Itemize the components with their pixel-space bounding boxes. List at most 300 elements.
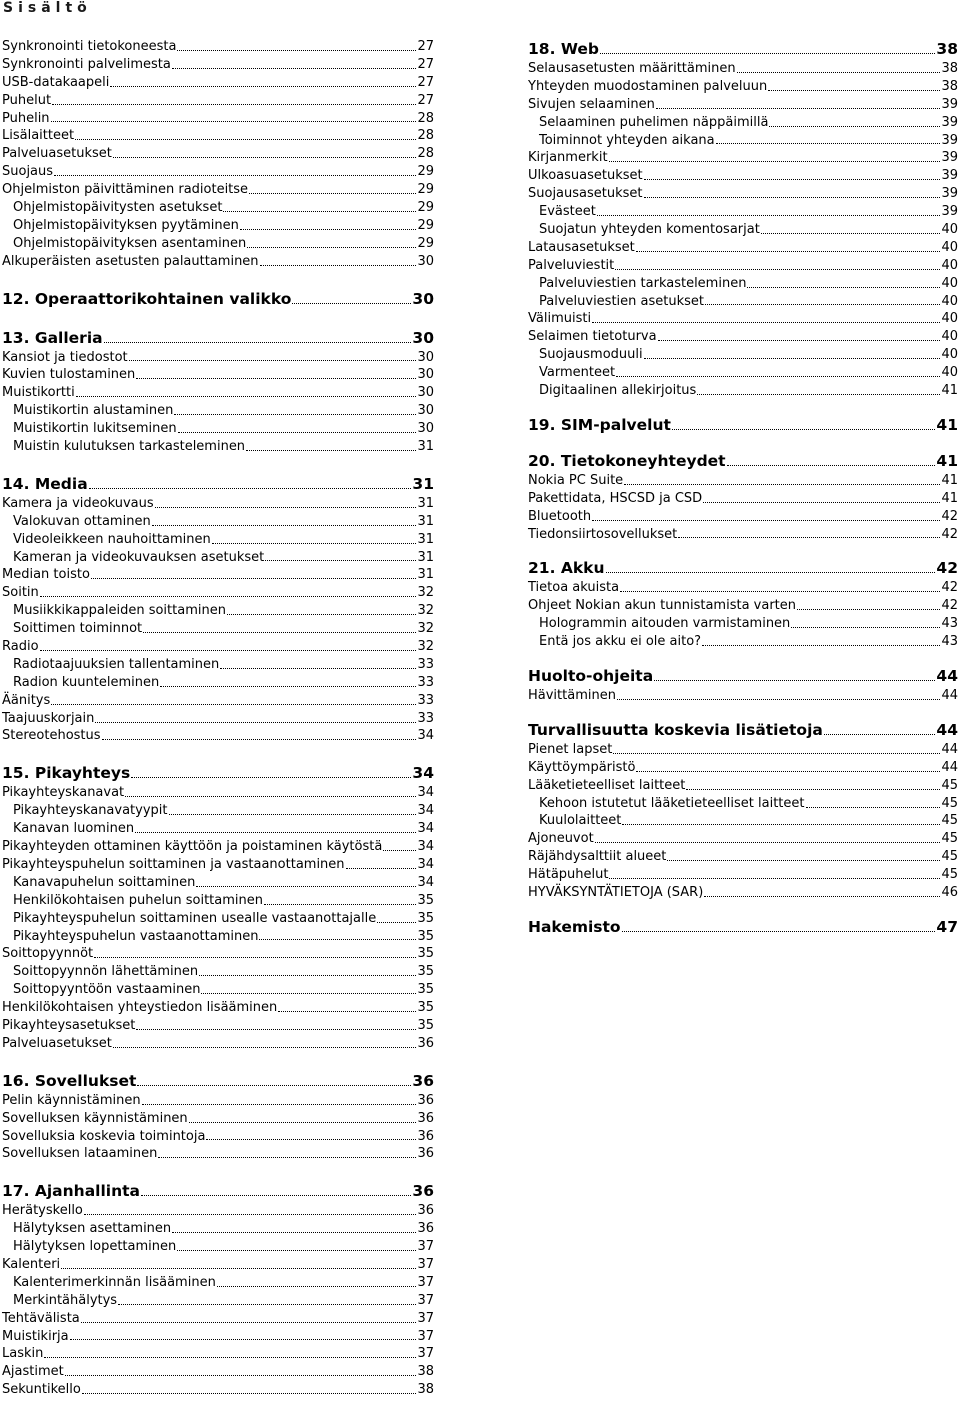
toc-page-number: 41 bbox=[941, 490, 958, 506]
toc-entry-title: Kuvien tulostaminen bbox=[2, 367, 136, 383]
toc-page-number: 42 bbox=[941, 598, 958, 614]
spacer bbox=[2, 271, 434, 288]
toc-entry[interactable] bbox=[2, 638, 434, 656]
toc-chapter-heading[interactable] bbox=[528, 665, 958, 687]
toc-chapter-heading[interactable] bbox=[2, 1070, 434, 1092]
toc-entry[interactable] bbox=[528, 310, 958, 328]
toc-chapter-heading[interactable] bbox=[2, 1180, 434, 1202]
toc-entry[interactable] bbox=[2, 1274, 434, 1292]
toc-entry-title: Pikayhteyspuhelun vastaanottaminen bbox=[13, 928, 259, 944]
toc-entry-title: Välimuisti bbox=[528, 311, 592, 327]
toc-entry-title: Lääketieteelliset laitteet bbox=[528, 777, 686, 793]
toc-entry[interactable] bbox=[2, 181, 434, 199]
toc-entry[interactable] bbox=[2, 928, 434, 946]
dot-leader bbox=[118, 1304, 416, 1305]
toc-entry-title: Musiikkikappaleiden soittaminen bbox=[13, 603, 226, 619]
toc-page-number: 34 bbox=[417, 785, 434, 801]
toc-entry-title: Laskin bbox=[2, 1346, 44, 1362]
toc-entry-title: Soittopyynnön lähettäminen bbox=[13, 964, 199, 980]
toc-entry-title: Suojatun yhteyden komentosarjat bbox=[539, 222, 760, 237]
dot-leader bbox=[196, 886, 416, 887]
toc-page-number: 45 bbox=[941, 849, 958, 865]
toc-chapter-heading[interactable] bbox=[528, 38, 958, 60]
toc-entry[interactable] bbox=[2, 531, 434, 549]
toc-entry[interactable] bbox=[2, 838, 434, 856]
dot-leader bbox=[52, 104, 416, 105]
toc-entry-title: Ohjelmistopäivitysten asetukset bbox=[13, 200, 223, 215]
dot-leader bbox=[644, 179, 941, 180]
toc-entry[interactable] bbox=[528, 185, 958, 203]
dot-leader bbox=[172, 1232, 416, 1233]
toc-entry[interactable] bbox=[528, 328, 958, 346]
toc-entry[interactable] bbox=[528, 687, 958, 705]
toc-entry[interactable] bbox=[2, 110, 434, 128]
dot-leader bbox=[616, 376, 940, 377]
toc-entry[interactable] bbox=[2, 945, 434, 963]
toc-page-number: 33 bbox=[417, 674, 434, 690]
toc-page-number: 31 bbox=[417, 495, 434, 511]
toc-entry-title: Ohjelmistopäivityksen asentaminen bbox=[13, 235, 247, 251]
toc-page-number: 40 bbox=[941, 347, 958, 363]
dot-leader bbox=[622, 931, 936, 932]
toc-chapter-heading[interactable] bbox=[528, 916, 958, 938]
toc-entry[interactable] bbox=[2, 349, 434, 367]
toc-entry-title: Puhelin bbox=[2, 110, 50, 126]
toc-entry[interactable] bbox=[528, 490, 958, 508]
toc-entry[interactable] bbox=[528, 741, 958, 759]
toc-entry[interactable] bbox=[528, 149, 958, 167]
toc-entry[interactable] bbox=[2, 1145, 434, 1163]
toc-entry-title: 20. Tietokoneyhteydet bbox=[528, 451, 726, 470]
toc-entry-title: Kuulolaitteet bbox=[539, 813, 622, 829]
toc-page-number: 35 bbox=[417, 982, 434, 998]
toc-entry[interactable] bbox=[2, 366, 434, 384]
toc-entry[interactable] bbox=[2, 1238, 434, 1256]
toc-page-number: 40 bbox=[941, 257, 958, 273]
toc-entry[interactable] bbox=[528, 382, 958, 400]
toc-entry[interactable] bbox=[2, 384, 434, 402]
toc-page-number: 42 bbox=[941, 508, 958, 524]
toc-entry[interactable] bbox=[528, 221, 958, 239]
toc-page-number: 34 bbox=[417, 803, 434, 819]
toc-entry[interactable] bbox=[528, 848, 958, 866]
toc-chapter-heading[interactable] bbox=[528, 557, 958, 579]
spacer bbox=[528, 705, 958, 719]
toc-entry-title: 18. Web bbox=[528, 40, 600, 58]
toc-entry[interactable] bbox=[2, 74, 434, 92]
toc-entry-title: Sivujen selaaminen bbox=[528, 96, 655, 112]
dot-leader bbox=[174, 414, 416, 415]
toc-page-number: 28 bbox=[417, 128, 434, 144]
dot-leader bbox=[91, 578, 417, 579]
toc-entry[interactable] bbox=[2, 566, 434, 584]
dot-leader bbox=[201, 993, 416, 994]
toc-entry-title: Pikayhteyspuhelun soittaminen usealle vastaanottajalle bbox=[13, 910, 377, 926]
toc-page-number: 40 bbox=[941, 222, 958, 237]
dot-leader bbox=[624, 484, 940, 485]
dot-leader bbox=[44, 1357, 416, 1358]
toc-entry[interactable] bbox=[2, 253, 434, 271]
toc-entry-title: Ohjelmistopäivityksen pyytäminen bbox=[13, 217, 239, 233]
toc-page-number: 36 bbox=[417, 1221, 434, 1237]
toc-page-number: 40 bbox=[941, 275, 958, 291]
dot-leader bbox=[172, 68, 417, 69]
dot-leader bbox=[142, 1104, 417, 1105]
toc-entry[interactable] bbox=[528, 257, 958, 275]
toc-entry[interactable] bbox=[528, 633, 958, 651]
toc-entry[interactable] bbox=[528, 364, 958, 382]
dot-leader bbox=[169, 814, 417, 815]
toc-page-number: 37 bbox=[417, 1239, 434, 1255]
toc-entry-title: Hälytyksen asettaminen bbox=[13, 1221, 172, 1237]
toc-entry-title: Hälytyksen lopettaminen bbox=[13, 1239, 177, 1255]
toc-entry-title: Huolto-ohjeita bbox=[528, 667, 654, 686]
toc-entry[interactable] bbox=[2, 1345, 434, 1363]
toc-entry[interactable] bbox=[2, 199, 434, 217]
dot-leader bbox=[383, 850, 416, 851]
toc-entry[interactable] bbox=[2, 856, 434, 874]
toc-entry[interactable] bbox=[2, 549, 434, 567]
toc-right-column bbox=[528, 38, 958, 938]
toc-entry-title: Palveluviestien asetukset bbox=[539, 293, 705, 309]
toc-page-number: 29 bbox=[417, 217, 434, 233]
dot-leader bbox=[797, 609, 940, 610]
toc-page-number: 41 bbox=[941, 383, 958, 399]
toc-entry-title: Entä jos akku ei ole aito? bbox=[539, 634, 702, 650]
spacer bbox=[528, 902, 958, 916]
dot-leader bbox=[81, 1322, 417, 1323]
toc-page-number: 45 bbox=[941, 795, 958, 811]
toc-entry-title: Radio bbox=[2, 639, 39, 655]
toc-entry[interactable] bbox=[2, 874, 434, 892]
toc-page-number: 44 bbox=[941, 688, 958, 704]
dot-leader bbox=[137, 1085, 411, 1086]
toc-entry[interactable] bbox=[528, 615, 958, 633]
toc-entry[interactable] bbox=[528, 78, 958, 96]
dot-leader bbox=[761, 233, 941, 234]
dot-leader bbox=[292, 303, 411, 304]
toc-chapter-heading[interactable] bbox=[2, 762, 434, 784]
toc-entry[interactable] bbox=[528, 114, 958, 132]
toc-entry-title: Henkilökohtaisen yhteystiedon lisääminen bbox=[2, 1000, 278, 1016]
dot-leader bbox=[131, 777, 411, 778]
toc-page-number: 40 bbox=[941, 293, 958, 309]
dot-leader bbox=[220, 668, 416, 669]
dot-leader bbox=[136, 378, 416, 379]
toc-entry[interactable] bbox=[528, 60, 958, 78]
toc-entry-title: Kirjanmerkit bbox=[528, 150, 608, 166]
toc-entry[interactable] bbox=[2, 584, 434, 602]
toc-entry[interactable] bbox=[528, 759, 958, 777]
toc-entry[interactable] bbox=[2, 692, 434, 710]
toc-page-number: 36 bbox=[417, 1035, 434, 1051]
dot-leader bbox=[152, 525, 417, 526]
dot-leader bbox=[644, 358, 941, 359]
toc-entry-title: Sovelluksia koskevia toimintoja bbox=[2, 1128, 206, 1144]
toc-entry-title: 17. Ajanhallinta bbox=[2, 1182, 140, 1201]
toc-entry[interactable] bbox=[528, 526, 958, 544]
toc-entry[interactable] bbox=[2, 802, 434, 820]
toc-page-number: 32 bbox=[417, 603, 434, 619]
dot-leader bbox=[636, 771, 940, 772]
toc-entry-title: Muistikortin lukitseminen bbox=[13, 421, 177, 437]
toc-entry[interactable] bbox=[528, 293, 958, 311]
toc-page-number: 34 bbox=[417, 839, 434, 855]
dot-leader bbox=[747, 287, 940, 288]
toc-page-number: 29 bbox=[417, 164, 434, 180]
toc-entry-title: Synkronointi tietokoneesta bbox=[2, 38, 177, 54]
toc-page-number: 36 bbox=[417, 1203, 434, 1219]
toc-page-number: 41 bbox=[936, 415, 958, 434]
dot-leader bbox=[260, 265, 417, 266]
toc-entry-title: Muistikortin alustaminen bbox=[13, 403, 174, 419]
toc-entry[interactable] bbox=[528, 132, 958, 150]
toc-entry-title: Selaimen tietoturva bbox=[528, 329, 657, 345]
toc-page-number: 42 bbox=[941, 580, 958, 596]
toc-page-number: 45 bbox=[941, 777, 958, 793]
toc-page-number: 32 bbox=[417, 621, 434, 637]
toc-entry-title: Pikayhteyden ottaminen käyttöön ja poistaminen käytöstä bbox=[2, 839, 383, 855]
toc-chapter-heading[interactable] bbox=[2, 327, 434, 349]
toc-entry[interactable] bbox=[2, 1381, 434, 1399]
toc-entry-title: Ulkoasuasetukset bbox=[528, 168, 643, 184]
dot-leader bbox=[82, 1393, 417, 1394]
toc-entry-title: Yhteyden muodostaminen palveluun bbox=[528, 78, 768, 94]
toc-entry[interactable] bbox=[2, 981, 434, 999]
dot-leader bbox=[155, 507, 417, 508]
toc-entry-title: Kanavan luominen bbox=[13, 821, 135, 837]
toc-entry-title: Suojaus bbox=[2, 164, 54, 180]
dot-leader bbox=[65, 1375, 417, 1376]
toc-entry[interactable] bbox=[2, 820, 434, 838]
toc-page-number: 44 bbox=[941, 741, 958, 757]
toc-entry-title: Muistin kulutuksen tarkasteleminen bbox=[13, 439, 246, 455]
dot-leader bbox=[113, 1047, 417, 1048]
toc-entry-title: Turvallisuutta koskevia lisätietoja bbox=[528, 720, 823, 739]
dot-leader bbox=[622, 824, 940, 825]
toc-entry[interactable] bbox=[2, 602, 434, 620]
toc-page-number: 34 bbox=[417, 856, 434, 872]
dot-leader bbox=[54, 175, 416, 176]
toc-entry[interactable] bbox=[528, 346, 958, 364]
toc-entry[interactable] bbox=[528, 597, 958, 615]
dot-leader bbox=[654, 680, 935, 681]
toc-entry[interactable] bbox=[528, 813, 958, 831]
toc-entry[interactable] bbox=[2, 892, 434, 910]
spacer bbox=[528, 436, 958, 450]
toc-chapter-heading[interactable] bbox=[528, 719, 958, 741]
toc-entry-title: Kansiot ja tiedostot bbox=[2, 349, 128, 365]
dot-leader bbox=[40, 596, 417, 597]
toc-entry-title: Valokuvan ottaminen bbox=[13, 513, 151, 529]
toc-page-number: 34 bbox=[412, 764, 434, 783]
toc-chapter-heading[interactable] bbox=[528, 450, 958, 472]
toc-page-number: 31 bbox=[412, 474, 434, 493]
toc-entry[interactable] bbox=[528, 96, 958, 114]
toc-page-number: 39 bbox=[941, 114, 958, 130]
toc-page-number: 39 bbox=[941, 132, 958, 148]
toc-entry-title: Soittopyyntöön vastaaminen bbox=[13, 982, 201, 998]
toc-entry-title: Selausasetusten määrittäminen bbox=[528, 60, 736, 76]
toc-entry[interactable] bbox=[2, 1110, 434, 1128]
toc-entry[interactable] bbox=[528, 167, 958, 185]
toc-entry[interactable] bbox=[2, 495, 434, 513]
toc-entry[interactable] bbox=[2, 438, 434, 456]
toc-page-number: 35 bbox=[417, 946, 434, 962]
toc-entry[interactable] bbox=[528, 830, 958, 848]
dot-leader bbox=[160, 686, 416, 687]
toc-page-number: 31 bbox=[417, 549, 434, 565]
toc-entry[interactable] bbox=[2, 728, 434, 746]
dot-leader bbox=[110, 86, 416, 87]
toc-page-number: 40 bbox=[941, 365, 958, 381]
dot-leader bbox=[278, 1011, 416, 1012]
spacer bbox=[2, 456, 434, 473]
dot-leader bbox=[259, 939, 416, 940]
toc-entry[interactable] bbox=[2, 1328, 434, 1346]
toc-chapter-heading[interactable] bbox=[528, 414, 958, 436]
toc-page-number: 40 bbox=[941, 311, 958, 327]
toc-entry[interactable] bbox=[2, 784, 434, 802]
dot-leader bbox=[136, 1029, 416, 1030]
toc-entry[interactable] bbox=[2, 1310, 434, 1328]
toc-entry[interactable] bbox=[2, 56, 434, 74]
toc-page-number: 35 bbox=[417, 1000, 434, 1016]
toc-entry[interactable] bbox=[2, 674, 434, 692]
toc-entry[interactable] bbox=[2, 235, 434, 253]
toc-entry[interactable] bbox=[2, 1128, 434, 1146]
toc-entry[interactable] bbox=[2, 999, 434, 1017]
toc-entry[interactable] bbox=[528, 239, 958, 257]
dot-leader bbox=[104, 342, 412, 343]
toc-page-number: 38 bbox=[417, 1364, 434, 1380]
toc-page-number: 33 bbox=[417, 692, 434, 708]
toc-entry-title: Alkuperäisten asetusten palauttaminen bbox=[2, 253, 259, 269]
spacer bbox=[528, 400, 958, 414]
toc-entry[interactable] bbox=[528, 579, 958, 597]
toc-entry[interactable] bbox=[2, 1256, 434, 1274]
toc-entry[interactable] bbox=[2, 1220, 434, 1238]
toc-entry[interactable] bbox=[2, 710, 434, 728]
dot-leader bbox=[704, 896, 940, 897]
spacer bbox=[2, 310, 434, 327]
toc-page-number: 36 bbox=[417, 1146, 434, 1162]
dot-leader bbox=[141, 1195, 411, 1196]
toc-entry[interactable] bbox=[2, 1035, 434, 1053]
dot-leader bbox=[129, 360, 417, 361]
toc-entry[interactable] bbox=[2, 38, 434, 56]
toc-entry[interactable] bbox=[2, 1092, 434, 1110]
toc-entry[interactable] bbox=[2, 92, 434, 110]
toc-page-number: 27 bbox=[417, 38, 434, 54]
toc-entry[interactable] bbox=[2, 963, 434, 981]
dot-leader bbox=[346, 868, 417, 869]
toc-entry-title: Tehtävälista bbox=[2, 1310, 80, 1326]
dot-leader bbox=[265, 560, 416, 561]
toc-entry-title: Palveluasetukset bbox=[2, 1035, 112, 1051]
toc-entry-title: Median toisto bbox=[2, 567, 90, 583]
toc-entry[interactable] bbox=[2, 145, 434, 163]
toc-entry[interactable] bbox=[2, 656, 434, 674]
spacer bbox=[2, 1053, 434, 1070]
toc-entry[interactable] bbox=[2, 1292, 434, 1310]
dot-leader bbox=[678, 537, 940, 538]
toc-entry-title: Kanavapuhelun soittaminen bbox=[13, 874, 196, 890]
toc-entry-title: Ajastimet bbox=[2, 1364, 64, 1380]
toc-entry-title: Hätäpuhelut bbox=[528, 867, 609, 883]
toc-chapter-heading[interactable] bbox=[2, 288, 434, 310]
spacer bbox=[2, 745, 434, 762]
toc-page-number: 31 bbox=[417, 513, 434, 529]
toc-entry[interactable] bbox=[2, 163, 434, 181]
toc-entry[interactable] bbox=[528, 866, 958, 884]
dot-leader bbox=[672, 429, 936, 430]
toc-entry-title: Sekuntikello bbox=[2, 1382, 81, 1398]
toc-entry[interactable] bbox=[528, 777, 958, 795]
toc-entry-title: Pakettidata, HSCSD ja CSD bbox=[528, 490, 703, 506]
toc-entry[interactable] bbox=[2, 402, 434, 420]
dot-leader bbox=[135, 832, 416, 833]
dot-leader bbox=[702, 645, 940, 646]
dot-leader bbox=[737, 72, 941, 73]
toc-page-number: 28 bbox=[417, 110, 434, 126]
toc-page-number: 44 bbox=[941, 759, 958, 775]
dot-leader bbox=[636, 251, 941, 252]
toc-entry[interactable] bbox=[2, 513, 434, 531]
toc-page-number: 36 bbox=[412, 1182, 434, 1201]
toc-entry[interactable] bbox=[2, 1363, 434, 1381]
toc-entry[interactable] bbox=[528, 795, 958, 813]
toc-entry-title: 21. Akku bbox=[528, 559, 605, 578]
toc-entry[interactable] bbox=[2, 1202, 434, 1220]
toc-entry-title: Pienet lapset bbox=[528, 741, 613, 757]
toc-entry-title: Puhelut bbox=[2, 92, 52, 108]
toc-page-number: 31 bbox=[417, 567, 434, 583]
dot-leader bbox=[212, 543, 417, 544]
toc-entry[interactable] bbox=[2, 127, 434, 145]
toc-page-number: 37 bbox=[417, 1292, 434, 1308]
toc-entry[interactable] bbox=[528, 203, 958, 221]
toc-entry-title: Kalenteri bbox=[2, 1257, 61, 1272]
toc-entry[interactable] bbox=[2, 1017, 434, 1035]
toc-page-number: 37 bbox=[417, 1328, 434, 1344]
toc-chapter-heading[interactable] bbox=[2, 473, 434, 495]
dot-leader bbox=[40, 650, 417, 651]
dot-leader bbox=[177, 50, 416, 51]
dot-leader bbox=[377, 922, 416, 923]
toc-page-number: 37 bbox=[417, 1257, 434, 1272]
toc-entry[interactable] bbox=[528, 884, 958, 902]
dot-leader bbox=[189, 1122, 417, 1123]
toc-entry[interactable] bbox=[528, 275, 958, 293]
toc-entry[interactable] bbox=[528, 472, 958, 490]
toc-page-number: 33 bbox=[417, 656, 434, 672]
toc-entry[interactable] bbox=[2, 420, 434, 438]
toc-entry-title: Stereotehostus bbox=[2, 728, 101, 744]
toc-entry[interactable] bbox=[2, 217, 434, 235]
toc-entry[interactable] bbox=[2, 910, 434, 928]
dot-leader bbox=[75, 139, 416, 140]
toc-page-number: 47 bbox=[936, 917, 958, 936]
dot-leader bbox=[264, 904, 416, 905]
toc-page-number: 30 bbox=[417, 253, 434, 269]
toc-page-number: 39 bbox=[941, 96, 958, 112]
dot-leader bbox=[609, 161, 941, 162]
toc-entry[interactable] bbox=[528, 508, 958, 526]
toc-left-column bbox=[2, 38, 434, 1399]
toc-entry-title: Ohjelmiston päivittäminen radioteitse bbox=[2, 182, 249, 198]
toc-entry[interactable] bbox=[2, 620, 434, 638]
